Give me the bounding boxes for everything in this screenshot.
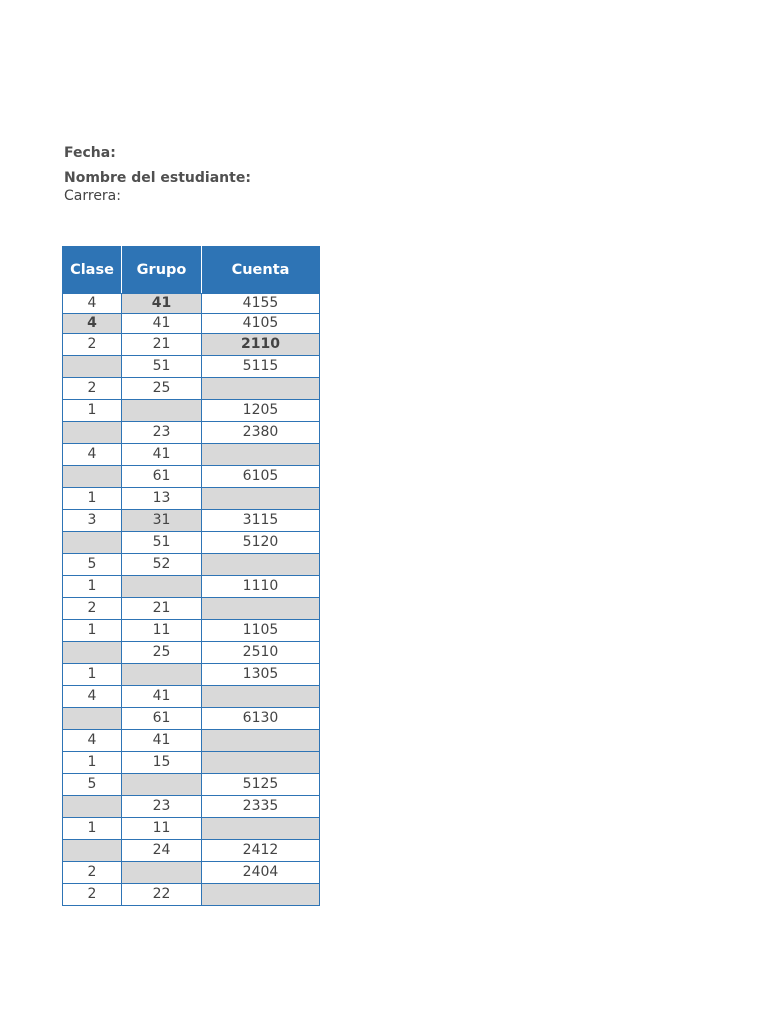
cell-clase: 1 bbox=[63, 400, 122, 422]
cell-grupo: 41 bbox=[122, 314, 202, 334]
cell-grupo: 13 bbox=[122, 488, 202, 510]
cell-grupo: 22 bbox=[122, 884, 202, 906]
cell-grupo: 15 bbox=[122, 752, 202, 774]
carrera-label: Carrera: bbox=[64, 188, 121, 204]
blank-cell-cuenta[interactable] bbox=[202, 554, 320, 576]
blank-cell-cuenta[interactable] bbox=[202, 884, 320, 906]
cell-cuenta: 2404 bbox=[202, 862, 320, 884]
cell-cuenta: 2110 bbox=[202, 334, 320, 356]
blank-cell-cuenta[interactable] bbox=[202, 752, 320, 774]
blank-cell-clase[interactable] bbox=[63, 796, 122, 818]
cell-cuenta: 5120 bbox=[202, 532, 320, 554]
table-row bbox=[63, 686, 320, 708]
cell-cuenta: 1205 bbox=[202, 400, 320, 422]
table-row bbox=[63, 664, 320, 686]
blank-cell-grupo[interactable] bbox=[122, 400, 202, 422]
table-row bbox=[63, 862, 320, 884]
blank-cell-cuenta[interactable] bbox=[202, 598, 320, 620]
blank-cell-clase[interactable] bbox=[63, 840, 122, 862]
cell-grupo: 21 bbox=[122, 598, 202, 620]
cell-grupo: 25 bbox=[122, 642, 202, 664]
table-row bbox=[63, 466, 320, 488]
cell-clase: 1 bbox=[63, 752, 122, 774]
table-row bbox=[63, 294, 320, 314]
cell-clase: 1 bbox=[63, 818, 122, 840]
cell-clase: 2 bbox=[63, 862, 122, 884]
blank-cell-clase[interactable] bbox=[63, 422, 122, 444]
cell-clase: 4 bbox=[63, 444, 122, 466]
blank-cell-cuenta[interactable] bbox=[202, 488, 320, 510]
blank-cell-cuenta[interactable] bbox=[202, 730, 320, 752]
cell-clase: 4 bbox=[63, 294, 122, 314]
cell-clase: 5 bbox=[63, 774, 122, 796]
cell-cuenta: 5125 bbox=[202, 774, 320, 796]
cell-cuenta: 6130 bbox=[202, 708, 320, 730]
table-row bbox=[63, 444, 320, 466]
cell-grupo: 41 bbox=[122, 444, 202, 466]
table-row bbox=[63, 554, 320, 576]
cell-cuenta: 4155 bbox=[202, 294, 320, 314]
table-row bbox=[63, 598, 320, 620]
cell-clase: 2 bbox=[63, 334, 122, 356]
cell-grupo: 41 bbox=[122, 730, 202, 752]
table-row bbox=[63, 708, 320, 730]
cell-clase: 2 bbox=[63, 884, 122, 906]
table-row bbox=[63, 774, 320, 796]
fecha-label: Fecha: bbox=[64, 145, 116, 161]
cell-grupo: 51 bbox=[122, 532, 202, 554]
blank-cell-clase[interactable] bbox=[63, 708, 122, 730]
cell-grupo: 11 bbox=[122, 620, 202, 642]
table-row bbox=[63, 576, 320, 598]
cell-cuenta: 2380 bbox=[202, 422, 320, 444]
blank-cell-clase[interactable] bbox=[63, 532, 122, 554]
table-row bbox=[63, 730, 320, 752]
cell-grupo: 41 bbox=[122, 294, 202, 314]
cell-clase: 1 bbox=[63, 488, 122, 510]
table-row bbox=[63, 796, 320, 818]
blank-cell-clase[interactable] bbox=[63, 356, 122, 378]
blank-cell-clase[interactable] bbox=[63, 466, 122, 488]
cell-grupo: 41 bbox=[122, 686, 202, 708]
table-body bbox=[63, 294, 320, 906]
table-row bbox=[63, 314, 320, 334]
cell-clase: 1 bbox=[63, 620, 122, 642]
cell-clase: 5 bbox=[63, 554, 122, 576]
cell-grupo: 61 bbox=[122, 466, 202, 488]
blank-cell-cuenta[interactable] bbox=[202, 378, 320, 400]
cell-cuenta: 2510 bbox=[202, 642, 320, 664]
table-row bbox=[63, 510, 320, 532]
cell-clase: 2 bbox=[63, 598, 122, 620]
blank-cell-cuenta[interactable] bbox=[202, 444, 320, 466]
cell-grupo: 31 bbox=[122, 510, 202, 532]
cell-clase: 1 bbox=[63, 576, 122, 598]
cell-grupo: 25 bbox=[122, 378, 202, 400]
table-row bbox=[63, 840, 320, 862]
blank-cell-grupo[interactable] bbox=[122, 664, 202, 686]
cell-cuenta: 4105 bbox=[202, 314, 320, 334]
blank-cell-cuenta[interactable] bbox=[202, 686, 320, 708]
cell-cuenta: 2335 bbox=[202, 796, 320, 818]
cell-cuenta: 2412 bbox=[202, 840, 320, 862]
table-row bbox=[63, 488, 320, 510]
blank-cell-clase[interactable] bbox=[63, 642, 122, 664]
cell-cuenta: 6105 bbox=[202, 466, 320, 488]
table-header-row bbox=[63, 247, 320, 294]
cell-grupo: 24 bbox=[122, 840, 202, 862]
cell-cuenta: 1305 bbox=[202, 664, 320, 686]
blank-cell-grupo[interactable] bbox=[122, 774, 202, 796]
cell-grupo: 61 bbox=[122, 708, 202, 730]
cell-grupo: 51 bbox=[122, 356, 202, 378]
accounts-table bbox=[62, 246, 320, 906]
cell-clase: 4 bbox=[63, 686, 122, 708]
table-row bbox=[63, 334, 320, 356]
blank-cell-grupo[interactable] bbox=[122, 862, 202, 884]
cell-clase: 3 bbox=[63, 510, 122, 532]
cell-grupo: 21 bbox=[122, 334, 202, 356]
cell-grupo: 23 bbox=[122, 422, 202, 444]
cell-clase: 2 bbox=[63, 378, 122, 400]
table-row bbox=[63, 400, 320, 422]
cell-clase: 1 bbox=[63, 664, 122, 686]
blank-cell-grupo[interactable] bbox=[122, 576, 202, 598]
table-row bbox=[63, 752, 320, 774]
column-header-cuenta: Cuenta bbox=[202, 247, 320, 294]
cell-clase: 4 bbox=[63, 314, 122, 334]
cell-grupo: 11 bbox=[122, 818, 202, 840]
cell-cuenta: 3115 bbox=[202, 510, 320, 532]
student-name-label: Nombre del estudiante: bbox=[64, 170, 251, 186]
table-row bbox=[63, 356, 320, 378]
table-row bbox=[63, 422, 320, 444]
table-row bbox=[63, 378, 320, 400]
cell-clase: 4 bbox=[63, 730, 122, 752]
table-row bbox=[63, 818, 320, 840]
column-header-grupo: Grupo bbox=[122, 247, 202, 294]
column-header-clase: Clase bbox=[63, 247, 122, 294]
table-row bbox=[63, 532, 320, 554]
cell-grupo: 52 bbox=[122, 554, 202, 576]
cell-cuenta: 5115 bbox=[202, 356, 320, 378]
cell-grupo: 23 bbox=[122, 796, 202, 818]
blank-cell-cuenta[interactable] bbox=[202, 818, 320, 840]
table-row bbox=[63, 884, 320, 906]
cell-cuenta: 1105 bbox=[202, 620, 320, 642]
table-row bbox=[63, 642, 320, 664]
table-row bbox=[63, 620, 320, 642]
cell-cuenta: 1110 bbox=[202, 576, 320, 598]
